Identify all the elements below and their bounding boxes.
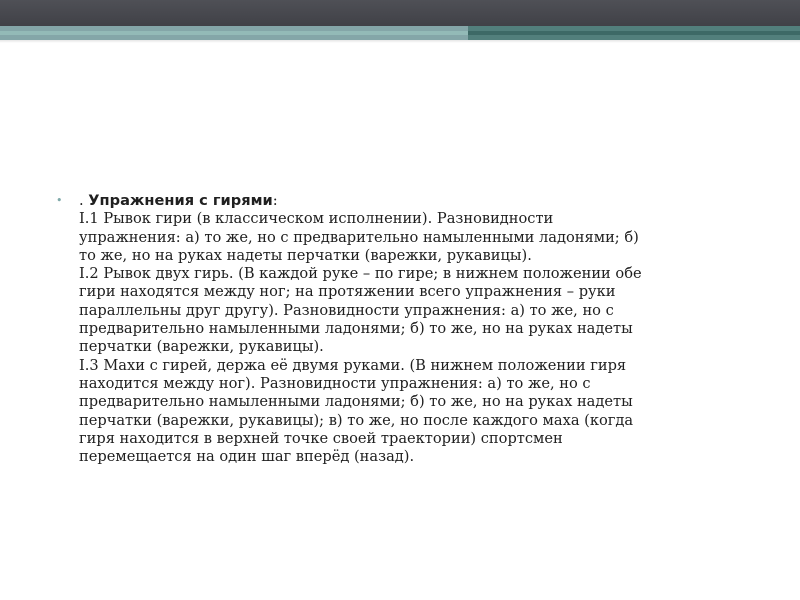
text-line: предварительно намыленными ладонями; б) то же, но на руках надеты — [79, 320, 633, 338]
text-line: перчатки (варежки, рукавицы); в) то же, но после каждого маха (когда — [79, 411, 634, 429]
header-shadow — [0, 40, 800, 43]
text-line: гири находятся между ног; на протяжении всего упражнения – руки — [79, 283, 616, 301]
text-line: перчатки (варежки, рукавицы). — [79, 338, 324, 356]
text-line: предварительно намыленными ладонями; б) то же, но на руках надеты — [79, 393, 633, 411]
bullet-item — [56, 192, 746, 466]
heading-suffix: : — [272, 192, 278, 209]
text-line: перемещается на один шаг вперёд (назад). — [79, 448, 415, 466]
header-band-tab-accent — [468, 31, 800, 35]
heading-prefix: . — [79, 192, 89, 209]
text-line: параллельны друг другу). Разновидности упражнения: а) то же, но с — [79, 301, 614, 319]
slide-content — [56, 192, 746, 466]
bullet-icon: • — [56, 194, 63, 207]
heading-title: Упражнения с гирями — [88, 192, 273, 209]
bullet-text — [79, 192, 746, 466]
text-line: I.3 Махи с гирей, держа её двумя руками. (В нижнем положении гиря — [79, 356, 627, 374]
text-line: I.2 Рывок двух гирь. (В каждой руке – по гире; в нижнем положении обе — [79, 265, 642, 283]
text-line: то же, но на руках надеты перчатки (варежки, рукавицы). — [79, 246, 532, 264]
text-line: упражнения: а) то же, но с предварительно намыленными ладонями; б) — [79, 228, 639, 246]
header-dark-bar — [0, 0, 800, 26]
heading-line — [79, 192, 746, 210]
text-line: гиря находится в верхней точке своей траектории) спортсмен — [79, 429, 563, 447]
text-line: I.1 Рывок гири (в классическом исполнении). Разновидности — [79, 210, 554, 228]
text-line: находится между ног). Разновидности упражнения: а) то же, но с — [79, 374, 591, 392]
